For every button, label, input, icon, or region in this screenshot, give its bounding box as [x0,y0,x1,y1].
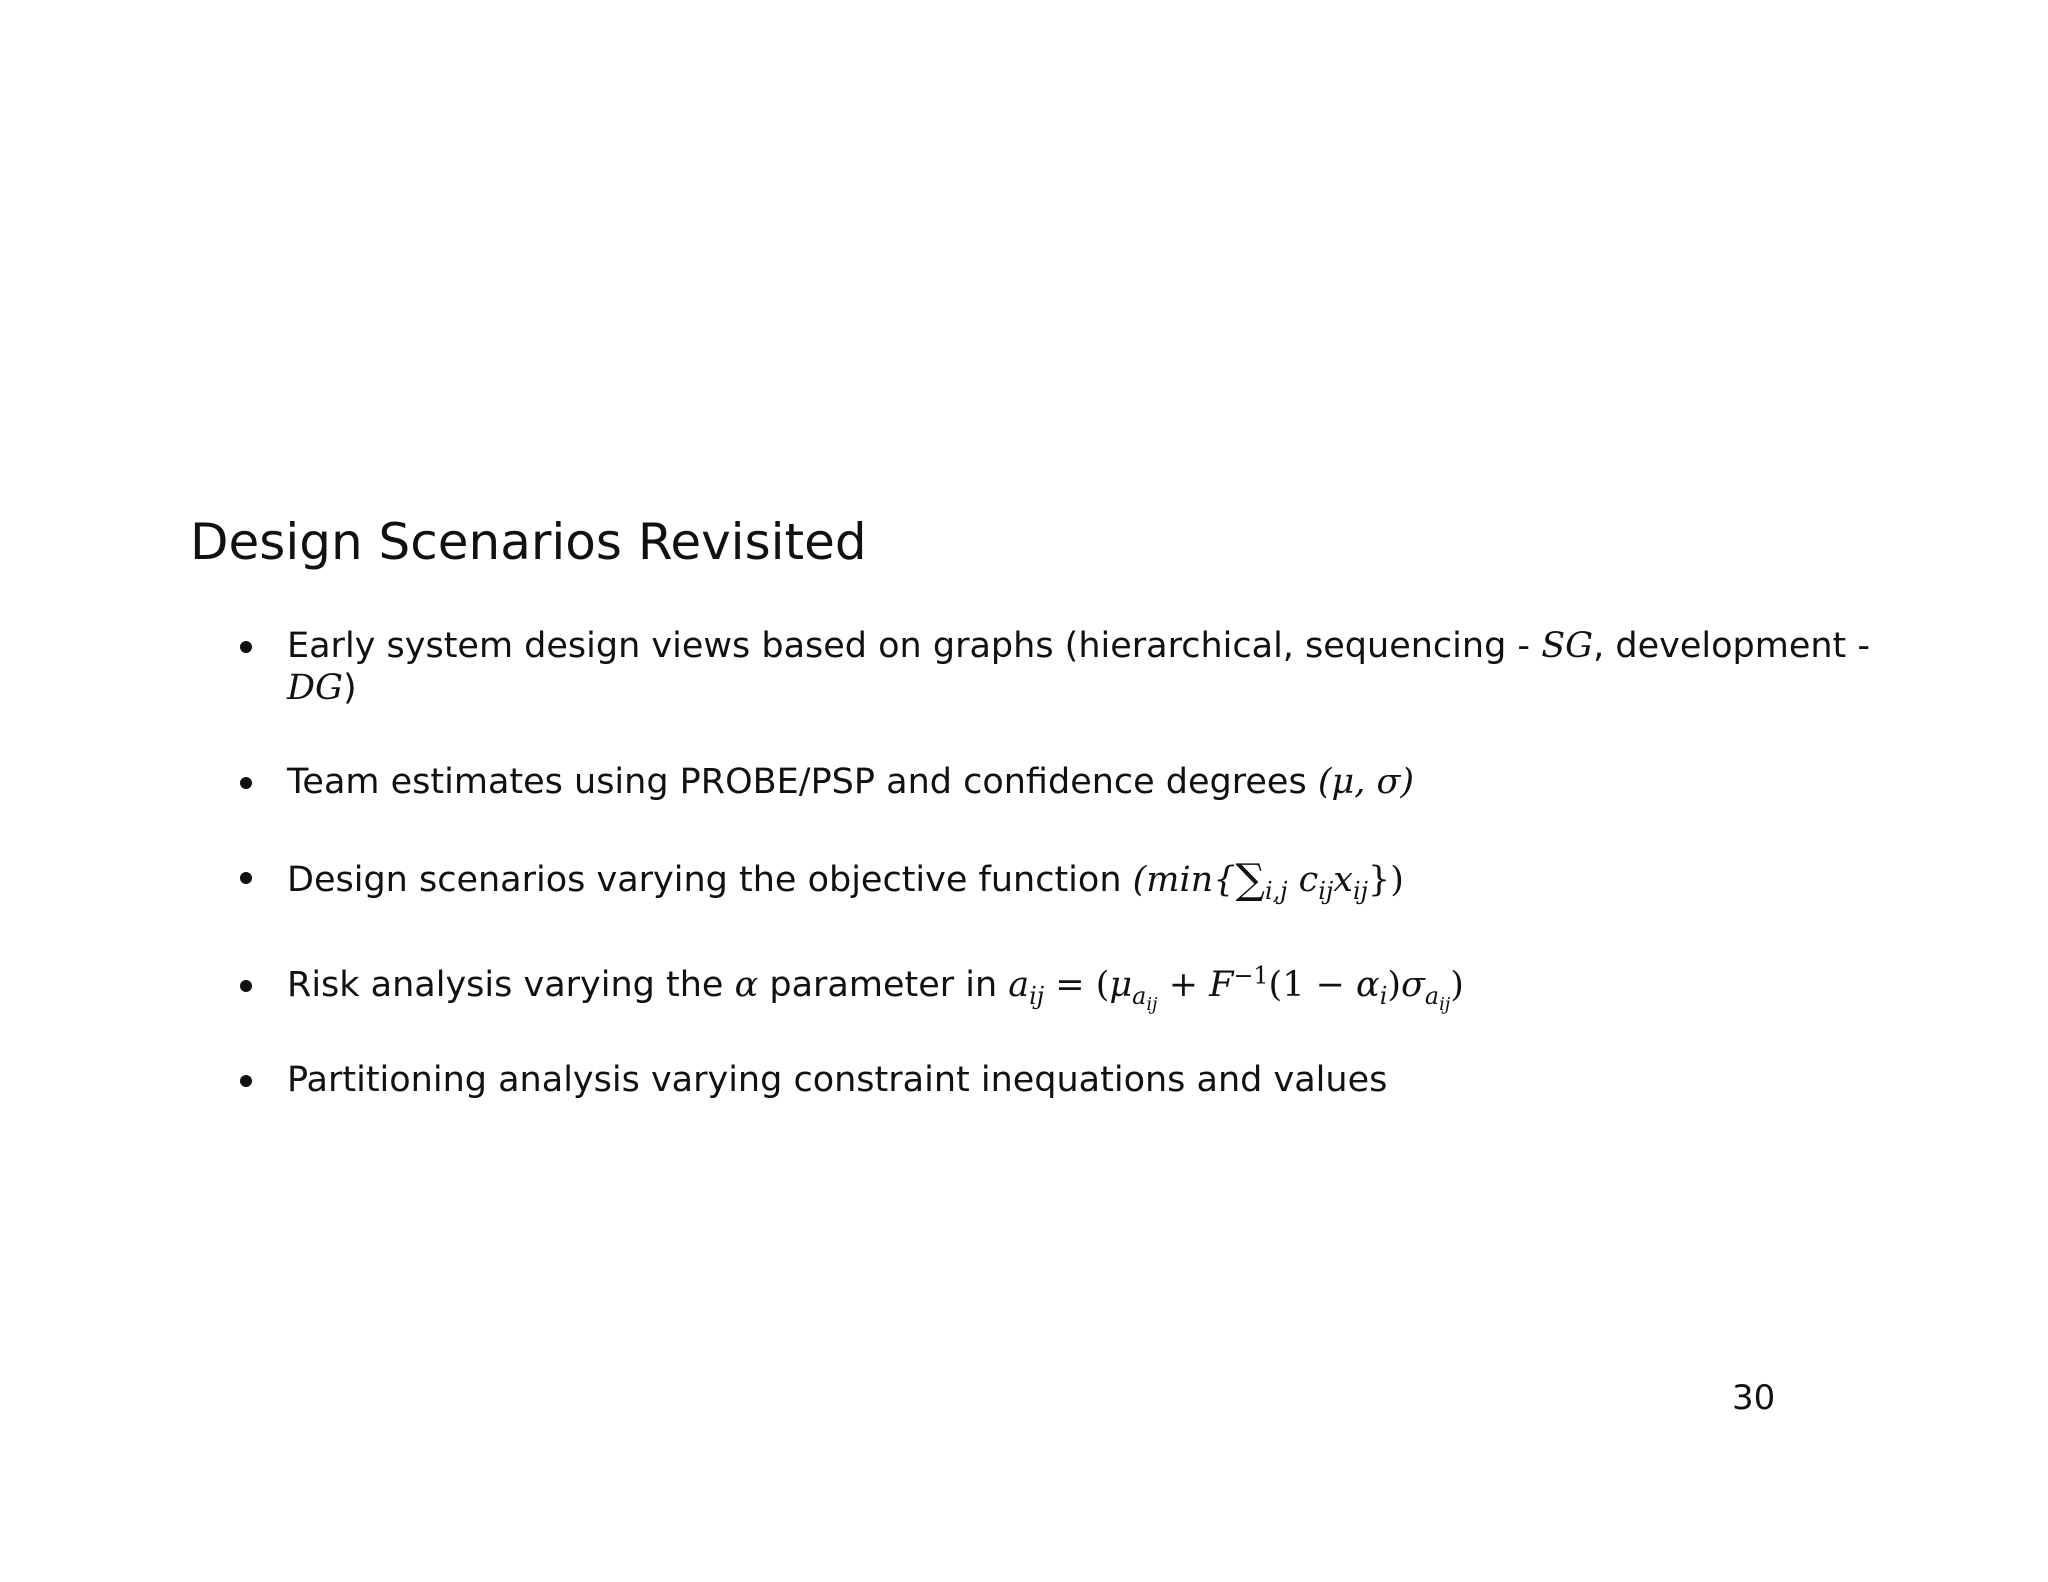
slide-title: Design Scenarios Revisited [190,513,867,571]
bullet-dot-icon [240,1075,252,1087]
list-item [240,761,1900,803]
list-item [240,1059,1900,1101]
bullet-text: Partitioning analysis varying constraint inequations and values [287,1060,1388,1100]
bullet-dot-icon [240,872,252,884]
list-item [240,625,1900,709]
bullet-text: Design scenarios varying the objective function ($\min\{\sum_{i,j}$ $c_{ij}x_{ij}$}) [287,855,1404,905]
page-number: 30 [1732,1378,1776,1418]
bullet-dot-icon [240,641,252,653]
bullet-dot-icon [240,777,252,789]
list-item [240,855,1900,905]
bullet-dot-icon [240,980,252,992]
bullet-text: Risk analysis varying the α parameter in $a_{ij} = (\mu_{a_{ij}} + F^{-1}(1 - \alpha_i)\sigma_{a_{ij}})$ [287,961,1464,1015]
bullet-text: Team estimates using PROBE/PSP and confidence degrees (μ, σ) [287,762,1415,802]
list-item [240,961,1900,1015]
bullet-text: Early system design views based on graphs (hierarchical, sequencing - SG, development - DG) [287,626,1871,708]
